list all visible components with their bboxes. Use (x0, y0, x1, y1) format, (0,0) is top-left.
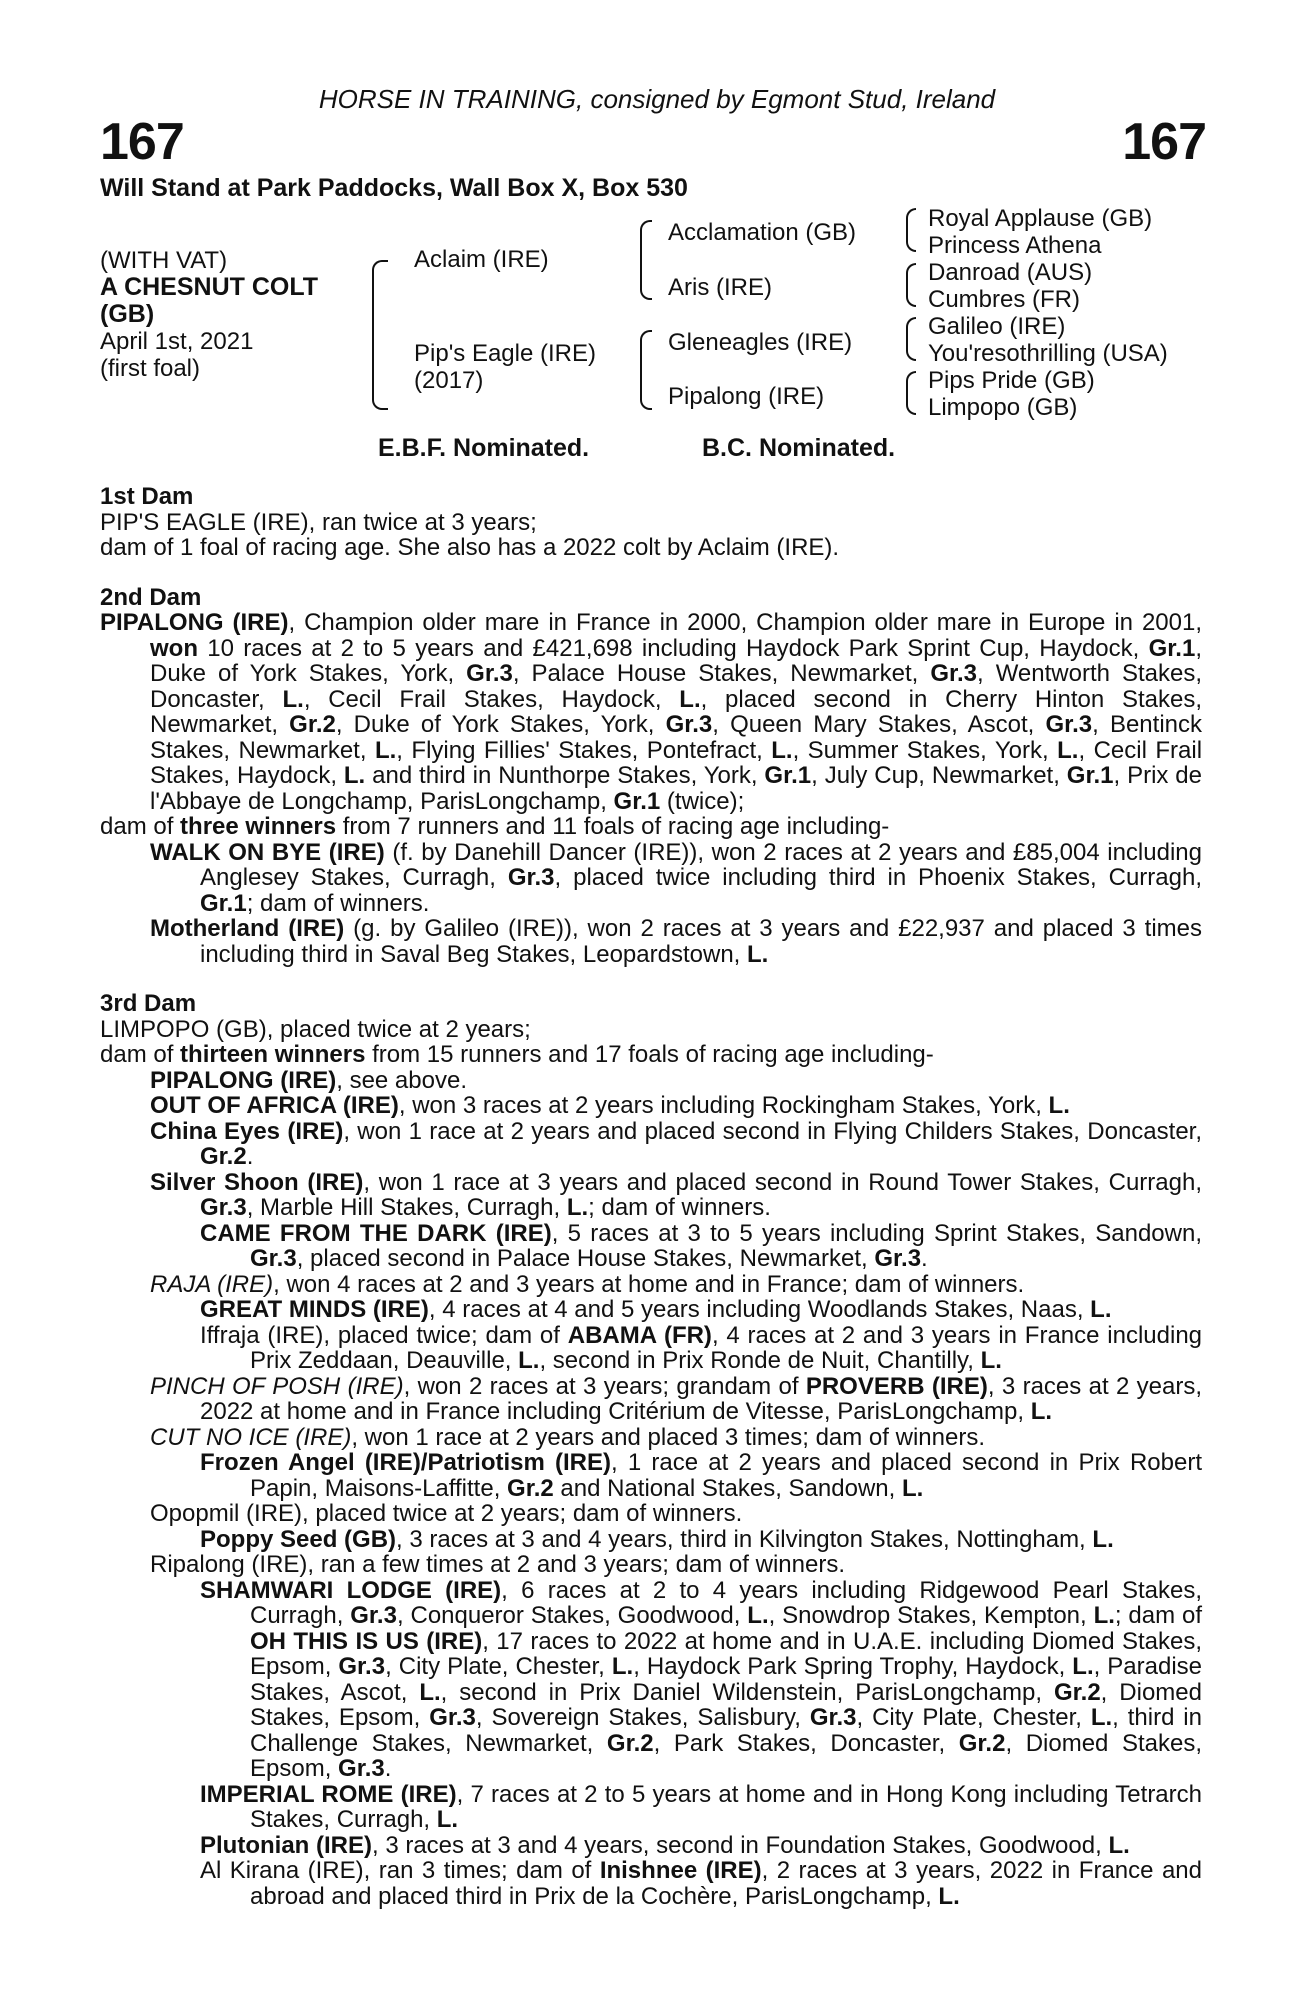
third-dam-heading: 3rd Dam (100, 990, 197, 1017)
lot-number-left: 167 (100, 113, 184, 171)
produce-entry: Motherland (IRE) (g. by Galileo (IRE)), won 2 races at 3 years and £22,937 and placed 3 times including third in Saval Beg Stakes, Leopardstown, L. (150, 915, 1203, 968)
produce-entry: Ripalong (IRE), ran a few times at 2 and 3 years; dam of winners. (150, 1551, 845, 1578)
pedigree-gen3-8: Limpopo (GB) (928, 394, 1078, 421)
produce-entry: SHAMWARI LODGE (IRE), 6 races at 2 to 4 years including Ridgewood Pearl Stakes, Curragh, Gr.3, Conqueror Stakes, Goodwood, L., Snowdrop Stakes, Kempton, L.; dam of OH THIS IS US (IRE), 17 races to 2022 at home and in U.A.E. including Diomed Stakes, Epsom, Gr.3, City Plate, Chester, L., Haydock Park Spring Trophy, Haydock, L., Paradise Stakes, Ascot, L., second in Prix Daniel Wildenstein, ParisLongchamp, Gr.2, Diomed Stakes, Epsom, Gr.3, Sovereign Stakes, Salisbury, Gr.3, City Plate, Chester, L., third in Challenge Stakes, Newmarket, Gr.2, Park Stakes, Doncaster, Gr.2, Diomed Stakes, Epsom, Gr.3. (200, 1576, 1203, 1782)
pedigree-gen3-4: Cumbres (FR) (928, 286, 1081, 313)
foaling-date: April 1st, 2021 (100, 328, 254, 355)
pedigree-sire: Aclaim (IRE) (414, 246, 549, 273)
pedigree-dam-sire: Gleneagles (IRE) (668, 329, 853, 356)
produce-entry: RAJA (IRE), won 4 races at 2 and 3 years at home and in France; dam of winners. (150, 1270, 1025, 1298)
second-dam-heading: 2nd Dam (100, 583, 202, 611)
first-dam-line: PIP'S EAGLE (IRE), ran twice at 3 years; (100, 508, 537, 536)
produce-entry: PINCH OF POSH (IRE), won 2 races at 3 years; grandam of PROVERB (IRE), 3 races at 2 years, 2022 at home and in France including Critérium de Vitesse, ParisLongchamp, L. (150, 1372, 1202, 1425)
pedigree-brace-g3 (906, 317, 916, 361)
produce-entry: CUT NO ICE (IRE), won 1 race at 2 years and placed 3 times; dam of winners. (150, 1423, 985, 1451)
lot-info (100, 247, 318, 382)
pedigree-brace-sire (640, 220, 652, 300)
catalogue-body (100, 484, 1202, 1909)
produce-entry: WALK ON BYE (IRE) (f. by Danehill Dancer (IRE)), won 2 races at 2 years and £85,004 including Anglesey Stakes, Curragh, Gr.3, placed twice including third in Phoenix Stakes, Curragh, Gr.1; dam of winners. (150, 838, 1202, 917)
pedigree-gen3-1: Royal Applause (GB) (928, 205, 1153, 232)
pedigree-gen3-3: Danroad (AUS) (928, 259, 1093, 286)
third-dam-line: LIMPOPO (GB), placed twice at 2 years; (100, 1015, 531, 1043)
pedigree-brace-main (372, 260, 388, 410)
produce-entry: Poppy Seed (GB), 3 races at 3 and 4 years, third in Kilvington Stakes, Nottingham, L. (200, 1525, 1114, 1553)
consignment-note: HORSE IN TRAINING, consigned by Egmont Stud, Ireland (318, 84, 996, 114)
stand-location: Will Stand at Park Paddocks, Wall Box X, Box 530 (100, 174, 688, 202)
produce-summary: dam of thirteen winners from 15 runners and 17 foals of racing age including- (100, 1041, 934, 1068)
produce-entry: GREAT MINDS (IRE), 4 races at 4 and 5 years including Woodlands Stakes, Naas, L. (200, 1296, 1112, 1323)
lot-title-country: (GB) (100, 300, 155, 328)
produce-entry: Opopmil (IRE), placed twice at 2 years; dam of winners. (150, 1500, 743, 1527)
pedigree-dam: Pip's Eagle (IRE) (414, 340, 596, 367)
first-dam-line: dam of 1 foal of racing age. She also has a 2022 colt by Aclaim (IRE). (100, 534, 840, 561)
pedigree-brace-g1 (906, 208, 916, 252)
pedigree-dam-dam: Pipalong (IRE) (668, 383, 825, 410)
pedigree-gen3-6: You'resothrilling (USA) (928, 340, 1168, 367)
produce-entry: Silver Shoon (IRE), won 1 race at 3 years and placed second in Round Tower Stakes, Curragh, Gr.3, Marble Hill Stakes, Curragh, L.; dam of winners. (150, 1168, 1202, 1221)
produce-entry: Al Kirana (IRE), ran 3 times; dam of Inishnee (IRE), 2 races at 3 years, 2022 in France and abroad and placed third in Prix de la Cochère, ParisLongchamp, L. (200, 1857, 1202, 1910)
lot-number-right: 167 (1122, 113, 1206, 171)
pedigree-brace-dam (640, 330, 652, 410)
produce-entry: Iffraja (IRE), placed twice; dam of ABAMA (FR), 4 races at 2 and 3 years in France including Prix Zeddaan, Deauville, L., second in Prix Ronde de Nuit, Chantilly, L. (200, 1321, 1203, 1374)
pedigree-gen3-5: Galileo (IRE) (928, 313, 1066, 340)
pedigree-brace-g4 (906, 371, 916, 415)
produce-summary: dam of three winners from 7 runners and 11 foals of racing age including- (100, 813, 890, 840)
produce-entry: OUT OF AFRICA (IRE), won 3 races at 2 years including Rockingham Stakes, York, L. (150, 1092, 1070, 1119)
pedigree-brace-g2 (906, 263, 916, 307)
first-dam-heading: 1st Dam (100, 483, 194, 510)
produce-entry: IMPERIAL ROME (IRE), 7 races at 2 to 5 years at home and in Hong Kong including Tetrarch Stakes, Curragh, L. (200, 1780, 1202, 1833)
pedigree-sire-dam: Aris (IRE) (668, 274, 772, 301)
produce-entry: China Eyes (IRE), won 1 race at 2 years and placed second in Flying Childers Stakes, Doncaster, Gr.2. (150, 1117, 1202, 1170)
produce-entry: PIPALONG (IRE), see above. (150, 1066, 467, 1094)
dam-entry-pipalong: PIPALONG (IRE), Champion older mare in France in 2000, Champion older mare in Europe in 2001, won 10 races at 2 to 5 years and £421,698 including Haydock Park Sprint Cup, Haydock, Gr.1, Duke of York Stakes, York, Gr.3, Palace House Stakes, Newmarket, Gr.3, Wentworth Stakes, Doncaster, L., Cecil Frail Stakes, Haydock, L., placed second in Cherry Hinton Stakes, Newmarket, Gr.2, Duke of York Stakes, York, Gr.3, Queen Mary Stakes, Ascot, Gr.3, Bentinck Stakes, Newmarket, L., Flying Fillies' Stakes, Pontefract, L., Summer Stakes, York, L., Cecil Frail Stakes, Haydock, L. and third in Nunthorpe Stakes, York, Gr.1, July Cup, Newmarket, Gr.1, Prix de l'Abbaye de Longchamp, ParisLongchamp, Gr.1 (twice); (100, 609, 1203, 815)
pedigree-gen3-7: Pips Pride (GB) (928, 367, 1095, 394)
produce-entry: Frozen Angel (IRE)/Patriotism (IRE), 1 race at 2 years and placed second in Prix Robert Papin, Maisons-Laffitte, Gr.2 and National Stakes, Sandown, L. (200, 1449, 1202, 1502)
pedigree-gen3-2: Princess Athena (928, 232, 1102, 259)
produce-entry: Plutonian (IRE), 3 races at 3 and 4 years, second in Foundation Stakes, Goodwood, L. (200, 1831, 1130, 1859)
bc-nominated: B.C. Nominated. (702, 434, 896, 462)
vat-note: (WITH VAT) (100, 247, 228, 274)
pedigree-sire-sire: Acclamation (GB) (668, 219, 857, 246)
pedigree-dam-year: (2017) (414, 367, 484, 394)
foal-note: (first foal) (100, 355, 201, 382)
lot-title: A CHESNUT COLT (100, 273, 319, 301)
ebf-nominated: E.B.F. Nominated. (378, 434, 590, 462)
produce-entry: CAME FROM THE DARK (IRE), 5 races at 3 to 5 years including Sprint Stakes, Sandown, Gr.3, placed second in Palace House Stakes, Newmarket, Gr.3. (200, 1219, 1202, 1272)
